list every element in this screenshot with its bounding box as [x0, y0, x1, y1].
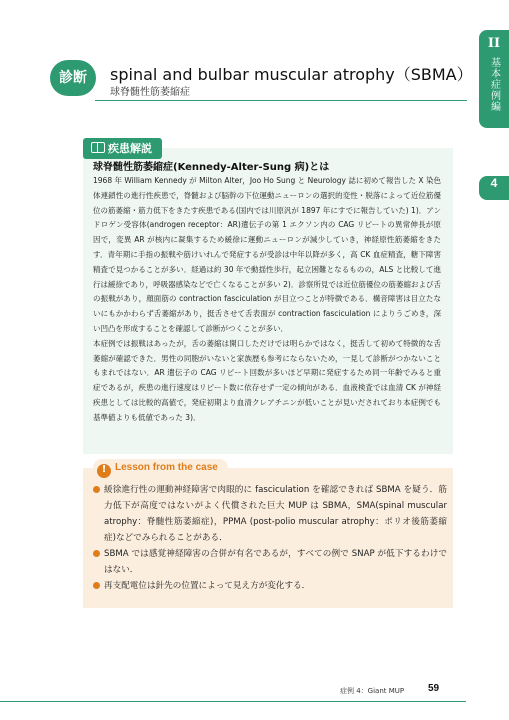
- case-number-tab: 4: [479, 176, 509, 200]
- exclamation-icon: !: [97, 464, 111, 478]
- page-number: 59: [428, 683, 440, 694]
- list-item: [93, 482, 447, 546]
- bullet-icon: [93, 550, 100, 557]
- lesson-item-text: 緩徐進行性の運動神経障害で肉眼的に fasciculation を確認できれば SBMA を疑う．筋力低下が高度ではないがよく代償された巨大 MUP は SBMA，SMA(spinal muscular atrophy：脊髄性筋萎縮症)，PPMA (post-polio muscular atrophy：ポリオ後筋萎縮症)などでみられることがある．: [104, 485, 447, 543]
- footer-divider: [0, 701, 466, 702]
- diagnosis-badge: 診断: [50, 60, 96, 96]
- section-label-text: 疾患解説: [108, 142, 152, 155]
- bullet-icon: [93, 486, 100, 493]
- description-paragraph-2: 本症例では振戦はあったが，舌の萎縮は開口しただけでは明らかではなく，挺舌して初めて特徴的な舌萎縮が確認できた．男性の同胞がいないと家族歴も参考にならないため，一見して診断がつかないこともまれではない．AR 遺伝子の CAG リピート回数が多いほど早期に発症するため同一年齢でみると重症であるが，疾患の進行速度はリピート数に依存せず一定の傾向がある．血液検査では血清 CK が神経疾患としては比較的高値で，発症初期より血清クレアチニンが低いことが見いだされており本症例でも基準値よりも低値であった 3)．: [93, 338, 441, 422]
- lesson-label-text: Lesson from the case: [115, 462, 218, 473]
- bullet-icon: [93, 582, 100, 589]
- lesson-item-text: 再支配電位は針先の位置によって見え方が変化する．: [104, 581, 311, 591]
- book-icon: [91, 142, 105, 153]
- footer-case-label: 症例 4：Giant MUP: [340, 687, 405, 695]
- header-divider: [95, 100, 467, 101]
- lesson-item-text: SBMA では感覚神経障害の合併が有名であるが，すべての例で SNAP が低下するわけではない．: [104, 549, 447, 575]
- description-text: [93, 174, 441, 426]
- page-title: spinal and bulbar muscular atrophy（SBMA）: [110, 65, 473, 84]
- list-item: [93, 578, 447, 594]
- disease-description-box: [83, 142, 453, 454]
- section-label: [83, 138, 162, 159]
- chapter-numeral: II: [487, 36, 501, 51]
- lesson-list: [93, 482, 447, 594]
- description-paragraph-1: 1968 年 William Kennedy が Milton Alter，Joo Ho Sung と Neurology 誌に初めて報告した X 染色体連鎖性の進行性疾患で，脊髄および脳幹の下位運動ニューロンの選択的変性・脱落によって近位筋優位の筋萎縮・筋力低下をきたす疾患である(国内では川原汎が 1897 年にすでに報告していた) 1)．アンドロゲン受容体(androgen receptor：AR)遺伝子の第 1 エクソン内の CAG リピートの異常伸長が原因で，変異 AR が核内に凝集するため緩徐に運動ニューロンが減少していき，神経原性筋萎縮をきたす．青年期に手指の振戦や筋けいれんで発症するが受診は中年以降が多く，高 CK 血症精査，糖下障害精査で見つかることが多い．経過は約 30 年で動揺性歩行，起立困難となるものの，ALS と比較して進行は緩徐であり，呼吸器感染などで亡くなることが多い 2)．診察所見では近位筋優位の筋萎縮および舌の振戦があり，顔面筋の contraction fasciculation が目立つことが特徴である．構音障害は目立たないにもかかわらず舌萎縮があり，挺舌させて舌表面が contraction fasciculation によりうごめき，深い凹凸を形成することを確認して診断がつくことが多い．: [93, 176, 441, 333]
- page-subtitle: 球脊髄性筋萎縮症: [110, 87, 190, 98]
- section-subheading: 球脊髄性筋萎縮症(Kennedy-Alter-Sung 病)とは: [93, 162, 330, 173]
- lesson-box: [83, 462, 453, 608]
- list-item: [93, 546, 447, 578]
- chapter-label: 基本症例編: [488, 57, 500, 112]
- lesson-label: [93, 459, 228, 477]
- chapter-tab: [479, 30, 509, 128]
